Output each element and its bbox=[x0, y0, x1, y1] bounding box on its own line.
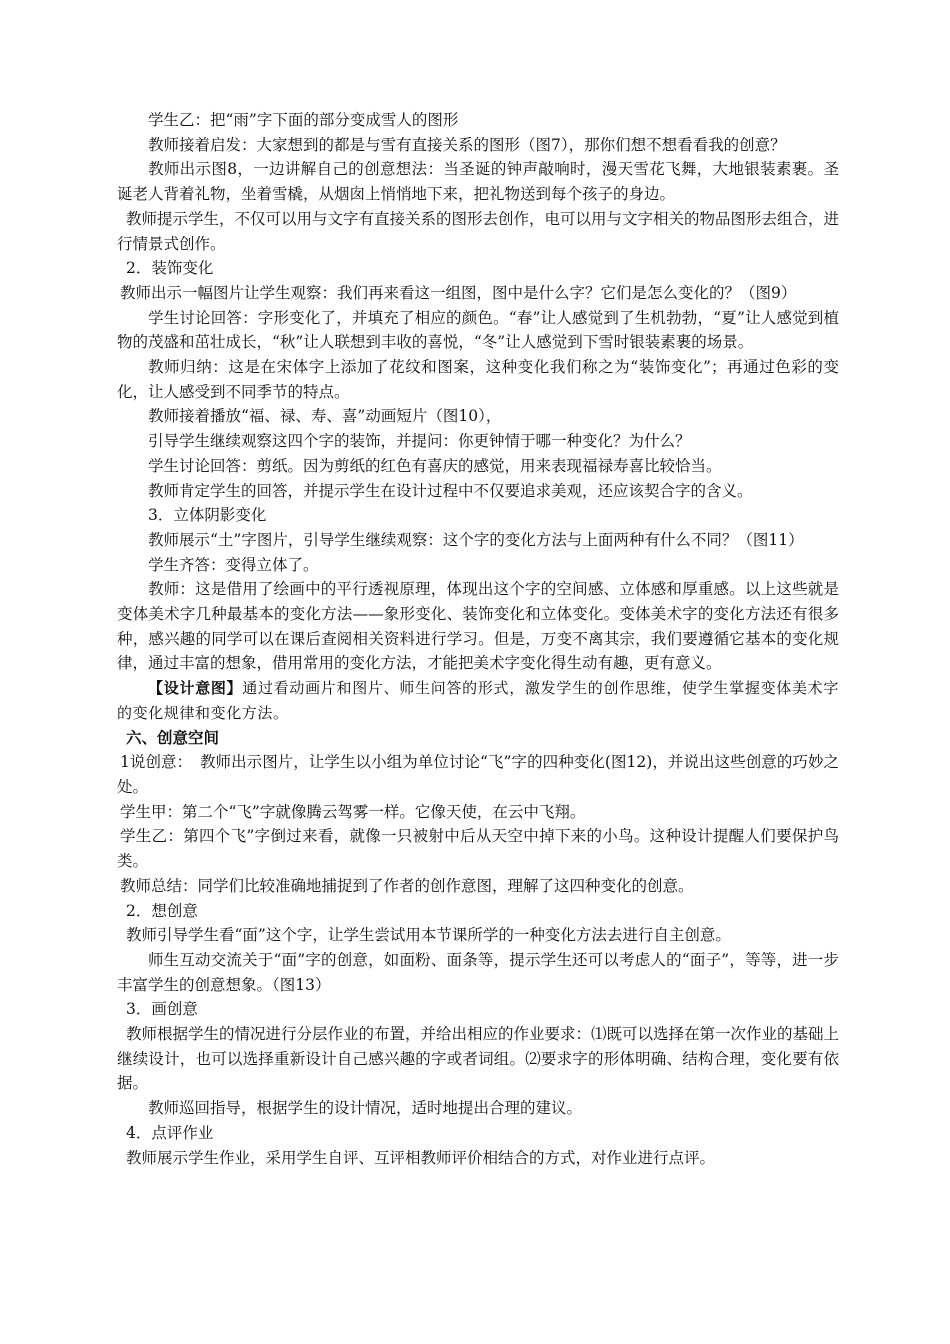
design-intent-text: 通过看动画片和图片、师生问答的形式，激发学生的创作思维，使学生掌握变体美术字的变化规律和变化方法。 bbox=[117, 679, 839, 722]
paragraph: 3．立体阴影变化 bbox=[148, 506, 267, 525]
paragraph: 2．想创意 bbox=[126, 901, 198, 920]
design-intent-tag: 【设计意图】 bbox=[148, 679, 243, 698]
paragraph: 师生互动交流关于“面”字的创意，如面粉、面条等，提示学生还可以考虑人的“面子”，等等，进一步丰富学生的创意想象。（图13） bbox=[117, 950, 839, 994]
paragraph: 引导学生继续观察这四个字的装饰，并提问：你更钟情于哪一种变化？为什么？ bbox=[148, 432, 691, 451]
paragraph: 3．画创意 bbox=[126, 1000, 198, 1019]
paragraph: 教师：这是借用了绘画中的平行透视原理，体现出这个字的空间感、立体感和厚重感。以上这些就是变体美术字几种最基本的变化方法——象形变化、装饰变化和立体变化。变体美术字的变化方法还有很多种，感兴趣的同学可以在课后查阅相关资料进行学习。但是，万变不离其宗，我们要遵循它基本的变化规律，通过丰富的想象，借用常用的变化方法，才能把美术字变化得生动有趣，更有意义。 bbox=[117, 580, 839, 673]
paragraph: 教师根据学生的情况进行分层作业的布置，并给出相应的作业要求：⑴既可以选择在第一次作业的基础上继续设计，也可以选择重新设计自己感兴趣的字或者词组。⑵要求字的形体明确、结构合理，变化要有依据。 bbox=[117, 1025, 840, 1093]
paragraph: 教师归纳：这是在宋体字上添加了花纹和图案，这种变化我们称之为“装饰变化”；再通过色彩的变化，让人感受到不同季节的特点。 bbox=[117, 358, 839, 401]
paragraph: 1说创意： 教师出示图片，让学生以小组为单位讨论“飞”字的四种变化(图12)，并说出这些创意的巧妙之处。 bbox=[117, 753, 839, 796]
paragraph: 教师肯定学生的回答，并提示学生在设计过程中不仅要追求美观，还应该契合字的含义。 bbox=[148, 481, 753, 500]
paragraph: 学生讨论回答：剪纸。因为剪纸的红色有喜庆的感觉，用来表现福禄寿喜比较恰当。 bbox=[148, 456, 722, 475]
paragraph: 教师接着播放“福、禄、寿、喜”动画短片（图10）， bbox=[148, 407, 502, 426]
design-intent-paragraph bbox=[117, 676, 839, 725]
paragraph: 学生讨论回答：字形变化了，并填充了相应的颜色。“春”让人感觉到了生机勃勃，“夏”让人感觉到植物的茂盛和茁壮成长，“秋”让人联想到丰收的喜悦，“冬”让人感觉到下雪时银装素裹的场景。 bbox=[117, 308, 839, 352]
paragraph: 教师提示学生，不仅可以用与文字有直接关系的图形去创作，电可以用与文字相关的物品图形去组合，进行情景式创作。 bbox=[117, 209, 840, 253]
lesson-body-part1 bbox=[117, 108, 839, 676]
paragraph: 教师出示图8，一边讲解自己的创意想法：当圣诞的钟声敲响时，漫天雪花飞舞，大地银装素裹。圣诞老人背着礼物，坐着雪橇，从烟囱上悄悄地下来，把礼物送到每个孩子的身边。 bbox=[117, 160, 839, 204]
paragraph: 学生乙：把“雨”字下面的部分变成雪人的图形 bbox=[148, 111, 459, 129]
paragraph: 教师展示学生作业，采用学生自评、互评相教师评价相结合的方式，对作业进行点评。 bbox=[126, 1148, 716, 1167]
paragraph: 2．装饰变化 bbox=[126, 259, 214, 278]
paragraph: 教师巡回指导，根据学生的设计情况，适时地提出合理的建议。 bbox=[148, 1099, 583, 1118]
paragraph: 教师总结：同学们比较准确地捕捉到了作者的创作意图，理解了这四种变化的创意。 bbox=[120, 876, 694, 895]
section-heading: 六、创意空间 bbox=[126, 728, 220, 747]
document-page bbox=[117, 108, 839, 1170]
paragraph: 教师展示“土”字图片，引导学生继续观察：这个字的变化方法与上面两种有什么不同？（图11） bbox=[148, 530, 804, 549]
lesson-body-part2 bbox=[117, 750, 839, 1170]
paragraph: 学生甲：第二个“飞”字就像腾云驾雾一样。它像天使，在云中飞翔。 bbox=[120, 802, 586, 821]
paragraph: 教师出示一幅图片让学生观察：我们再来看这一组图，图中是什么字？它们是怎么变化的？（图9） bbox=[120, 283, 797, 302]
paragraph: 教师接着启发：大家想到的都是与雪有直接关系的图形（图7），那你们想不想看看我的创意？ bbox=[148, 135, 786, 154]
paragraph: 教师引导学生看“面”这个字，让学生尝试用本节课所学的一种变化方法去进行自主创意。 bbox=[126, 926, 731, 945]
paragraph: 学生齐答：变得立体了。 bbox=[148, 555, 319, 574]
paragraph: 学生乙：第四个飞”字倒过来看，就像一只被射中后从天空中掉下来的小鸟。这种设计提醒人们要保护鸟类。 bbox=[117, 827, 839, 871]
paragraph: 4．点评作业 bbox=[126, 1123, 214, 1142]
